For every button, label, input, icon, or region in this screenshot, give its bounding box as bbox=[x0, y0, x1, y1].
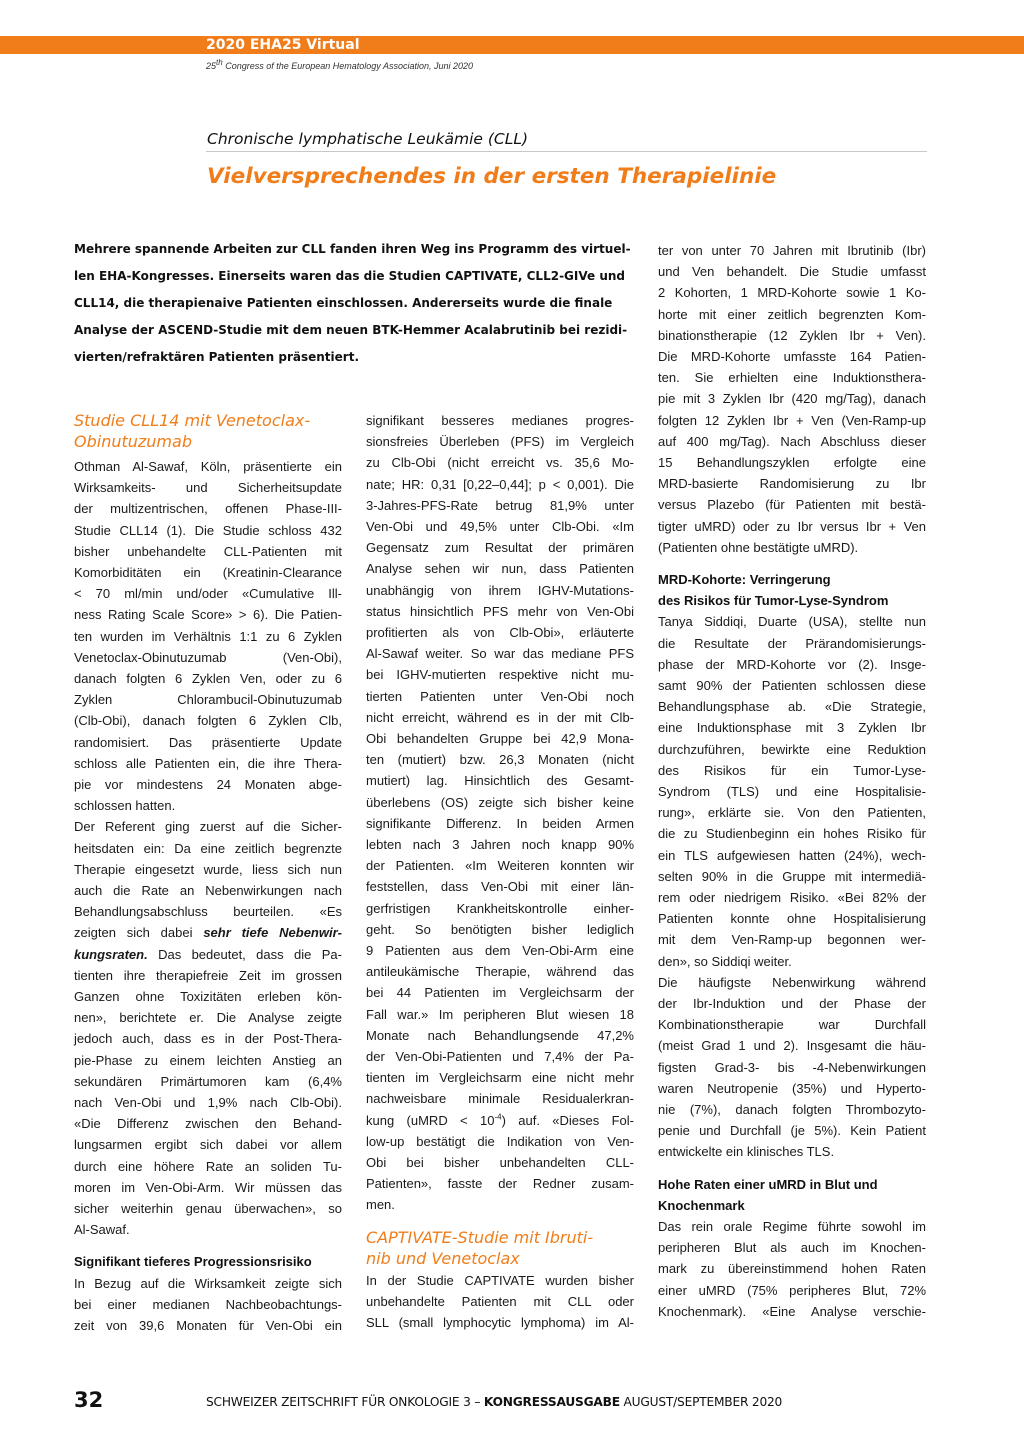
text-line bbox=[366, 1110, 634, 1131]
text-line: peripheren Blut als auch im Knochen- bbox=[658, 1240, 926, 1256]
text-line: ten (mutiert) bzw. 26,3 Monaten (nicht bbox=[366, 752, 634, 768]
text-line: schlossen hatten. bbox=[74, 798, 176, 814]
text-line: antileukämische Therapie, während das bbox=[366, 964, 634, 980]
section-heading: Studie CLL14 mit Venetoclax- bbox=[74, 411, 311, 430]
text-line bbox=[74, 922, 342, 943]
subsection-heading: Hohe Raten einer uMRD in Blut und bbox=[658, 1176, 878, 1192]
text-line: Patienten», fasste der Redner zusam- bbox=[366, 1176, 634, 1192]
text-line: der Ibr-Induktion und der Phase der bbox=[658, 996, 926, 1011]
text-line: sionsfreies Überleben (PFS) im Vergleich bbox=[366, 434, 634, 450]
text-line: In der Studie CAPTIVATE wurden bisher bbox=[366, 1272, 634, 1288]
text-line: die zu Studienbeginn ein hohes Risiko für bbox=[658, 826, 926, 842]
text-line: 9 Patienten aus dem Ven-Obi-Arm eine bbox=[366, 943, 634, 958]
superscript: -4 bbox=[494, 1112, 502, 1122]
page-number: 32 bbox=[74, 1388, 104, 1412]
text-line: «Die Differenz zwischen den Behand- bbox=[74, 1116, 342, 1132]
text-line: Die häufigste Nebenwirkung während bbox=[658, 974, 926, 990]
text-line: Fall war.» Im peripheren Blut wiesen 18 bbox=[366, 1006, 634, 1022]
text-line: nach Ven-Obi und 1,9% nach Clb-Obi). bbox=[74, 1095, 342, 1110]
text-line: einer uMRD (75% peripheres Blut, 72% bbox=[658, 1282, 926, 1298]
text-line: bei einer medianen Nachbeobachtungs- bbox=[74, 1296, 342, 1312]
text-line: In Bezug auf die Wirksamkeit zeigte sich bbox=[74, 1275, 342, 1291]
text-line: und Ven behandelt. Die Studie umfasst bbox=[658, 264, 926, 280]
section-heading: Obinutuzumab bbox=[74, 432, 192, 451]
text-line: bei 44 Patienten im Vergleichsarm der bbox=[366, 985, 634, 1001]
text-line: unbehandelte Patienten mit CLL oder bbox=[366, 1293, 634, 1309]
text-line: (meist Grad 1 und 2). Insgesamt die häu- bbox=[658, 1038, 926, 1054]
text-line: ten wurden im Verhältnis 1:1 zu 6 Zyklen bbox=[74, 628, 342, 644]
article-title: Vielversprechendes in der ersten Therapielinie bbox=[207, 164, 777, 189]
text-line: Studie CLL14 (1). Die Studie schloss 432 bbox=[74, 522, 342, 538]
congress-subtitle bbox=[206, 58, 474, 71]
kicker-divider bbox=[206, 151, 927, 152]
text-line: Gegensatz zum Resultat der primären bbox=[366, 540, 634, 556]
header-bar bbox=[0, 36, 1024, 54]
text-line: versus Plazebo (für Patienten mit bestä- bbox=[658, 497, 926, 513]
text-line: pie-Phase zu einem leichten Anstieg an bbox=[74, 1052, 342, 1068]
text-line: Ven-Obi und 49,5% unter Clb-Obi. «Im bbox=[366, 519, 634, 534]
lead-line: CLL14, die therapienaive Patienten einschlossen. Andererseits wurde die finale bbox=[74, 296, 613, 310]
text-line: rung», erklärte sie. Von den Patienten, bbox=[658, 805, 926, 821]
text-line: Knochenmark). «Eine Analyse verschie- bbox=[658, 1303, 926, 1319]
text-line: tienten im Vergleichsarm eine nicht mehr bbox=[366, 1070, 634, 1086]
text-line: des Risikos für ein Tumor-Lyse- bbox=[658, 762, 926, 778]
text-line: status hinsichtlich PFS mehr von Ven-Obi bbox=[366, 603, 634, 619]
text-line: Obi bei bisher unbehandelten CLL- bbox=[366, 1155, 634, 1170]
text-line: Das rein orale Regime führte sowohl im bbox=[658, 1219, 926, 1234]
text-line: nate; HR: 0,31 [0,22–0,44]; p < 0,001). Die bbox=[366, 476, 634, 492]
text-line: folgten 12 Zyklen Ibr + Ven (Ven-Ramp-up bbox=[658, 412, 926, 428]
text-fragment: Das bedeutet, dass die Pa- bbox=[147, 946, 342, 962]
text-line: jedoch auch, dass es in der Post-Thera- bbox=[74, 1031, 342, 1047]
text-line: tienten ihre therapiefreie Zeit im grossen bbox=[74, 967, 342, 983]
text-line: < 70 ml/min und/oder «Cumulative Ill- bbox=[74, 586, 342, 602]
text-line: sekundären Primärtumoren kam (6,4% bbox=[74, 1073, 342, 1089]
subsection-heading: des Risikos für Tumor-Lyse-Syndrom bbox=[658, 593, 889, 609]
text-line: 2 Kohorten, 1 MRD-Kohorte sowie 1 Ko- bbox=[658, 285, 926, 301]
text-line: Tanya Siddiqi, Duarte (USA), stellte nun bbox=[658, 614, 926, 630]
text-line: samt 90% der Patienten schlossen diese bbox=[658, 678, 926, 693]
text-line: ter von unter 70 Jahren mit Ibrutinib (Ibr) bbox=[658, 243, 926, 258]
text-line: Die MRD-Kohorte umfasste 164 Patien- bbox=[658, 349, 926, 364]
text-line: binationstherapie (12 Zyklen Ibr + Ven). bbox=[658, 327, 926, 343]
text-line: waren Neutropenie (35%) und Hyperto- bbox=[658, 1080, 926, 1096]
text-line: der Ven-Obi-Patienten und 7,4% der Pa- bbox=[366, 1049, 634, 1064]
text-line: bisher unbehandelte CLL-Patienten mit bbox=[74, 543, 342, 559]
text-line: Patienten konnte ohne Hospitalisierung bbox=[658, 911, 926, 927]
text-line: der multizentrischen, offenen Phase-III- bbox=[74, 501, 342, 517]
text-line: Ganzen ohne Toxizitäten erleben kön- bbox=[74, 989, 342, 1004]
text-line: unabhängig von ihrem IGHV-Mutations- bbox=[366, 582, 634, 598]
emphasis: kungsraten. bbox=[74, 946, 148, 962]
text-line: die Resultate der Prärandomisierungs- bbox=[658, 635, 926, 651]
text-fragment: ) auf. «Dieses Fol- bbox=[501, 1112, 634, 1128]
text-line: auch die Rate an Nebenwirkungen nach bbox=[74, 883, 342, 898]
text-line: SLL (small lymphocytic lymphoma) im Al- bbox=[366, 1315, 634, 1330]
text-line: schloss alle Patienten ein, die ihre Thera- bbox=[74, 755, 342, 771]
text-line: sicher weiterhin genau überwachen», so bbox=[74, 1201, 342, 1216]
text-fragment: zeigten sich dabei bbox=[74, 925, 204, 941]
text-line: durchzuführen, bewirkte eine Reduktion bbox=[658, 741, 926, 757]
text-line: eine Induktionsphase mit 3 Zyklen Ibr bbox=[658, 720, 926, 736]
issue-date: AUGUST/SEPTEMBER 2020 bbox=[619, 1395, 783, 1409]
text-line: horte mit einer zeitlich begrenzten Kom- bbox=[658, 306, 926, 322]
text-line: bei IGHV-mutierten respektive nicht mu- bbox=[366, 667, 634, 683]
text-line: tigter uMRD) oder zu Ibr versus Ibr + Ven bbox=[658, 518, 926, 534]
text-line: Al-Sawaf weiter. So war das mediane PFS bbox=[366, 646, 634, 662]
text-line: moren im Ven-Obi-Arm. Wir müssen das bbox=[74, 1179, 342, 1195]
text-line: auf 400 mg/Tag). Nach Abschluss dieser bbox=[658, 433, 926, 449]
text-line: signifikant besseres medianes progres- bbox=[366, 413, 634, 428]
text-line: gerfristigen Krankheitskontrolle einher- bbox=[366, 900, 634, 916]
text-line: nicht erreicht, während es in der mit Clb- bbox=[366, 709, 634, 725]
lead-line: len EHA-Kongresses. Einerseits waren das die Studien CAPTIVATE, CLL2-GIVe und bbox=[74, 269, 625, 283]
text-line: nen», berichtete er. Die Analyse zeigte bbox=[74, 1010, 342, 1026]
text-line: mark zu übereinstimmend hohen Raten bbox=[658, 1261, 926, 1277]
text-line: figsten Grad-3- bis -4-Nebenwirkungen bbox=[658, 1059, 926, 1075]
text-line: mit dem Ven-Ramp-up begonnen wer- bbox=[658, 932, 926, 948]
text-line: Syndrom (TLS) und eine Hospitalisie- bbox=[658, 784, 926, 799]
text-line: penie und Durchfall (je 5%). Kein Patient bbox=[658, 1123, 926, 1139]
text-line: tierten Patienten unter Ven-Obi noch bbox=[366, 688, 634, 704]
text-line: low-up bestätigt die Indikation von Ven- bbox=[366, 1133, 634, 1149]
text-line: Al-Sawaf. bbox=[74, 1222, 130, 1238]
journal-footer bbox=[206, 1395, 782, 1409]
text-line: 15 Behandlungszyklen erfolgte eine bbox=[658, 455, 926, 470]
congress-text: 25th Congress of the European Hematology Association, Juni 2020 bbox=[206, 58, 474, 71]
text-line: nie (7%), danach folgten Thrombozyto- bbox=[658, 1102, 926, 1117]
text-line: 3-Jahres-PFS-Rate betrug 81,9% unter bbox=[366, 497, 634, 513]
journal-name: SCHWEIZER ZEITSCHRIFT FÜR ONKOLOGIE 3 – bbox=[206, 1395, 484, 1409]
text-line: Zyklen Chlorambucil-Obinutuzumab bbox=[74, 692, 342, 708]
section-heading: nib und Venetoclax bbox=[366, 1248, 520, 1268]
text-line: pie mit 3 Zyklen Ibr (420 mg/Tag), danach bbox=[658, 391, 926, 407]
event-title: 2020 EHA25 Virtual bbox=[206, 37, 360, 53]
text-fragment: kung (uMRD < 10 bbox=[366, 1112, 495, 1128]
text-line: pie vor mindestens 24 Monaten abge- bbox=[74, 777, 342, 792]
text-line: rem oder niedrigem Risiko. «Bei 82% der bbox=[658, 890, 926, 905]
lead-line: Analyse der ASCEND-Studie mit dem neuen BTK-Hemmer Acalabrutinib bei rezidi- bbox=[74, 323, 628, 337]
text-line: den», so Siddiqi weiter. bbox=[658, 953, 792, 969]
text-line: zeit von 39,6 Monaten für Ven-Obi ein bbox=[74, 1318, 342, 1333]
text-line: überlebens (OS) zeigte sich bisher keine bbox=[366, 794, 634, 810]
text-line: ness Rating Scale Score» > 6). Die Patien- bbox=[74, 607, 342, 623]
text-line: lungsarmen ergibt sich dabei vor allem bbox=[74, 1137, 342, 1153]
subsection-heading: Knochenmark bbox=[658, 1197, 745, 1213]
text-line: phase der MRD-Kohorte vor (2). Insge- bbox=[658, 656, 926, 672]
text-line: Wirksamkeits- und Sicherheitsupdate bbox=[74, 480, 342, 496]
text-line: mutiert) lag. Hinsichtlich des Gesamt- bbox=[366, 773, 634, 789]
text-line: danach folgten 6 Zyklen Ven, oder zu 6 bbox=[74, 671, 342, 686]
text-line: randomisiert. Das präsentierte Update bbox=[74, 734, 342, 750]
emphasis: sehr tiefe Nebenwir- bbox=[203, 925, 342, 941]
text-line: (Clb-Obi), danach folgten 6 Zyklen Clb, bbox=[74, 713, 342, 729]
text-line: lebten nach 3 Jahren noch knapp 90% bbox=[366, 837, 634, 852]
text-line: Therapie eingesetzt wurde, liess sich nun bbox=[74, 861, 342, 877]
text-line: men. bbox=[366, 1197, 395, 1213]
text-line: selten 90% in die Gruppe mit intermediä- bbox=[658, 868, 926, 884]
text-line: zu Clb-Obi (nicht erreicht vs. 35,6 Mo- bbox=[366, 455, 634, 471]
subsection-heading: MRD-Kohorte: Verringerung bbox=[658, 572, 831, 587]
text-line: Analyse sehen wir nun, dass Patienten bbox=[366, 561, 634, 577]
text-line: ein TLS aufgewiesen hatten (24%), wech- bbox=[658, 847, 926, 863]
text-line: Venetoclax-Obinutuzumab (Ven-Obi), bbox=[74, 649, 342, 665]
text-line: Komorbiditäten ein (Kreatinin-Clearance bbox=[74, 565, 342, 580]
text-line: ten. Sie erhielten eine Induktionsthera- bbox=[658, 370, 926, 386]
subsection-heading: Signifikant tieferes Progressionsrisiko bbox=[74, 1254, 312, 1270]
text-line: Kombinationstherapie war Durchfall bbox=[658, 1017, 926, 1033]
text-line: feststellen, dass Ven-Obi mit einer län- bbox=[366, 879, 634, 895]
ordinal-suffix: th bbox=[216, 58, 223, 67]
text-line bbox=[74, 944, 342, 965]
text-line: Monate nach Behandlungsende 47,2% bbox=[366, 1027, 634, 1043]
text-line: MRD-basierte Randomisierung zu Ibr bbox=[658, 476, 926, 492]
text-line: durch eine höhere Rate an soliden Tu- bbox=[74, 1158, 342, 1174]
text-line: (Patienten ohne bestätigte uMRD). bbox=[658, 539, 859, 555]
section-heading: CAPTIVATE-Studie mit Ibruti- bbox=[366, 1227, 594, 1247]
lead-line: Mehrere spannende Arbeiten zur CLL fanden ihren Weg ins Programm des virtuel- bbox=[74, 242, 631, 256]
text-line: Othman Al-Sawaf, Köln, präsentierte ein bbox=[74, 459, 342, 474]
text-line: Behandlungsphase ab. «Die Strategie, bbox=[658, 699, 926, 715]
lead-line: vierten/refraktären Patienten präsentiert. bbox=[74, 350, 360, 364]
text-line: Obi behandelten Gruppe bei 42,9 Mona- bbox=[366, 731, 634, 746]
article-kicker: Chronische lymphatische Leukämie (CLL) bbox=[207, 130, 529, 148]
text-line: heitsdaten ein: Da eine zeitlich begrenzte bbox=[74, 840, 342, 856]
text-line: der Patienten. «Im Weiteren konnten wir bbox=[366, 858, 634, 874]
text-line: Behandlungsabschluss beurteilen. «Es bbox=[74, 904, 342, 920]
text-line: Der Referent ging zuerst auf die Sicher- bbox=[74, 819, 342, 835]
text-line: geht. So benötigten bisher lediglich bbox=[366, 921, 634, 937]
text-line: profitierten als von Clb-Obi», erläuterte bbox=[366, 625, 634, 640]
text-line: nachweisbare minimale Residualerkran- bbox=[366, 1091, 634, 1107]
text-line: entwickelte ein klinisches TLS. bbox=[658, 1144, 835, 1160]
text-line: signifikante Differenz. In beiden Armen bbox=[366, 815, 634, 831]
edition-label: KONGRESSAUSGABE bbox=[483, 1395, 620, 1409]
